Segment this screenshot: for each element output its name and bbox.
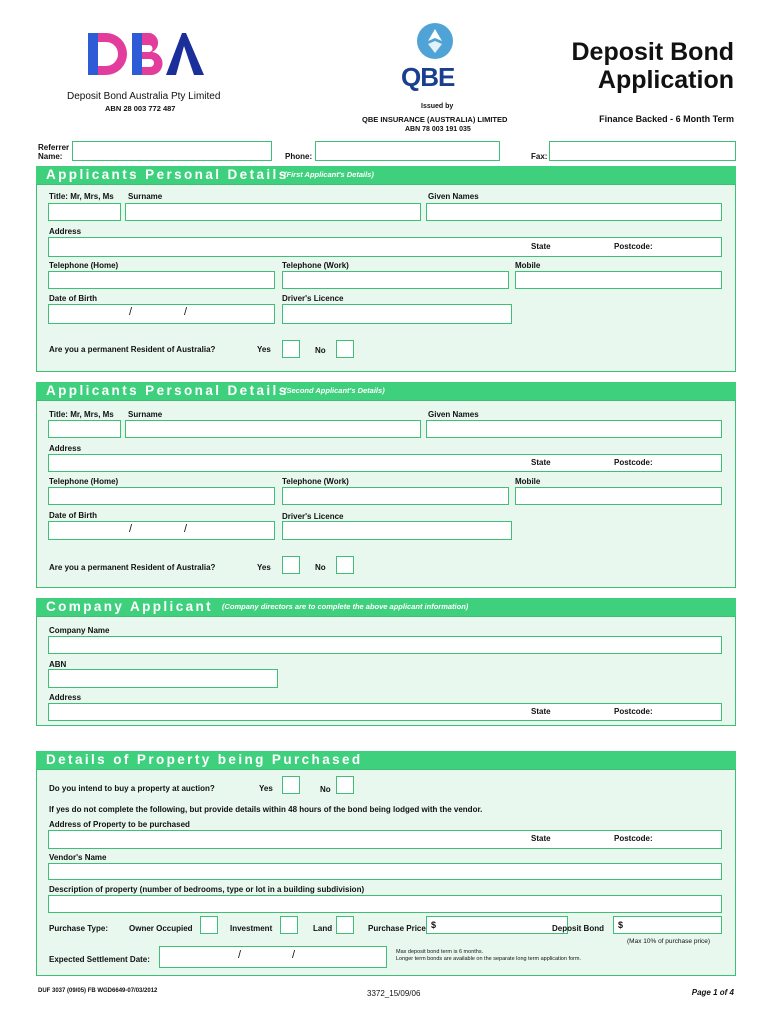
- surname-input[interactable]: [125, 203, 421, 221]
- resident-no-label: No: [315, 346, 326, 355]
- referrer-phone-input[interactable]: [315, 141, 500, 161]
- purchase-type-label: Purchase Type:: [49, 924, 108, 933]
- licence-label: Driver's Licence: [282, 294, 344, 303]
- company-band: [36, 598, 736, 616]
- licence-input[interactable]: [282, 304, 512, 324]
- company-abn-input[interactable]: [48, 669, 278, 688]
- page-title-line1: Deposit Bond: [571, 38, 734, 66]
- resident-question: Are you a permanent Resident of Australia?: [49, 563, 216, 572]
- fax-label: Fax:: [531, 152, 548, 161]
- settlement-sep-2: /: [292, 949, 296, 961]
- settlement-label: Expected Settlement Date:: [49, 955, 150, 964]
- term-note-2: Longer term bonds are available on the separate long term application form.: [396, 956, 581, 962]
- property-postcode-label: Postcode:: [614, 834, 653, 843]
- investment-label: Investment: [230, 924, 273, 933]
- title-label: Title: Mr, Mrs, Ms: [49, 410, 114, 419]
- deposit-bond-currency: $: [618, 920, 624, 930]
- surname-label: Surname: [128, 410, 163, 419]
- licence-label: Driver's Licence: [282, 512, 344, 521]
- applicant1-heading: Applicants Personal Details: [46, 167, 289, 182]
- phone-label: Phone:: [285, 152, 313, 161]
- title-input[interactable]: [48, 420, 121, 438]
- licence-input[interactable]: [282, 521, 512, 540]
- dba-logo: [86, 28, 211, 80]
- dob-label: Date of Birth: [49, 511, 97, 520]
- company-abn: ABN 28 003 772 487: [105, 104, 176, 113]
- tel-work-input[interactable]: [282, 271, 509, 289]
- term-note-1: Max deposit bond term is 6 months.: [396, 949, 484, 955]
- auction-yes-checkbox[interactable]: [282, 776, 300, 794]
- tel-home-label: Telephone (Home): [49, 477, 119, 486]
- purchase-price-input[interactable]: [426, 916, 568, 934]
- given-names-label: Given Names: [428, 192, 479, 201]
- max-note: (Max 10% of purchase price): [627, 938, 711, 945]
- dob-input[interactable]: [48, 304, 275, 324]
- tel-work-input[interactable]: [282, 487, 509, 505]
- company-panel: [36, 616, 736, 726]
- resident-yes-checkbox[interactable]: [282, 556, 300, 574]
- property-band: [36, 751, 736, 769]
- resident-question: Are you a permanent Resident of Australia?: [49, 345, 216, 354]
- applicant2-panel: [36, 400, 736, 588]
- land-label: Land: [313, 924, 333, 933]
- address-label: Address: [49, 227, 82, 236]
- applicant1-subheading: (First Applicant's Details): [284, 170, 374, 179]
- insurer-abn: ABN 78 003 191 035: [405, 126, 471, 133]
- owner-occupied-checkbox[interactable]: [200, 916, 218, 934]
- dob-sep-2: /: [184, 306, 188, 318]
- auction-no-label: No: [320, 785, 331, 794]
- tel-home-input[interactable]: [48, 271, 275, 289]
- applicant1-band: [36, 166, 736, 184]
- resident-no-checkbox[interactable]: [336, 340, 354, 358]
- form-code: DUF 3037 (09/05) FB WGD6649-07/03/2012: [38, 988, 158, 994]
- title-label: Title: Mr, Mrs, Ms: [49, 192, 114, 201]
- issued-by: Issued by: [421, 103, 454, 110]
- resident-yes-label: Yes: [257, 563, 271, 572]
- company-state-label: State: [531, 707, 551, 716]
- auction-note: If yes do not complete the following, but provide details within 48 hours of the bond being lodged with the vendor.: [49, 805, 483, 814]
- property-panel: [36, 769, 736, 976]
- mobile-label: Mobile: [515, 261, 541, 270]
- dba-logo-graphic: [86, 28, 211, 80]
- description-input[interactable]: [48, 895, 722, 913]
- given-names-input[interactable]: [426, 203, 722, 221]
- resident-yes-label: Yes: [257, 345, 271, 354]
- page-subtitle: Finance Backed - 6 Month Term: [599, 114, 734, 124]
- company-subheading: (Company directors are to complete the above applicant information): [222, 602, 469, 611]
- doc-ref: 3372_15/09/06: [367, 989, 421, 998]
- mobile-input[interactable]: [515, 271, 722, 289]
- vendor-input[interactable]: [48, 863, 722, 880]
- company-name-input[interactable]: [48, 636, 722, 654]
- referrer-label-1: Referrer: [38, 143, 70, 152]
- page-number: Page 1 of 4: [691, 988, 734, 997]
- dob-sep-1: /: [129, 306, 133, 318]
- purchase-price-label: Purchase Price: [368, 924, 426, 933]
- resident-yes-checkbox[interactable]: [282, 340, 300, 358]
- company-heading: Company Applicant: [46, 599, 214, 614]
- surname-label: Surname: [128, 192, 163, 201]
- mobile-label: Mobile: [515, 477, 541, 486]
- owner-occupied-label: Owner Occupied: [129, 924, 193, 933]
- state-label: State: [531, 242, 551, 251]
- postcode-label: Postcode:: [614, 458, 653, 467]
- property-state-label: State: [531, 834, 551, 843]
- address-label: Address: [49, 444, 82, 453]
- company-address-label: Address: [49, 693, 82, 702]
- dob-sep-2: /: [184, 523, 188, 535]
- deposit-bond-label: Deposit Bond: [552, 924, 604, 933]
- referrer-label-2: Name:: [38, 152, 63, 161]
- qbe-logo-text: QBE: [401, 62, 455, 92]
- auction-question: Do you intend to buy a property at auction?: [49, 784, 215, 793]
- auction-no-checkbox[interactable]: [336, 776, 354, 794]
- applicant2-heading: Applicants Personal Details: [46, 383, 289, 398]
- referrer-fax-input[interactable]: [549, 141, 736, 161]
- dob-label: Date of Birth: [49, 294, 97, 303]
- property-heading: Details of Property being Purchased: [46, 752, 363, 767]
- qbe-logo-icon: [416, 22, 454, 60]
- tel-home-label: Telephone (Home): [49, 261, 119, 270]
- land-checkbox[interactable]: [336, 916, 354, 934]
- referrer-name-input[interactable]: [72, 141, 272, 161]
- resident-no-label: No: [315, 563, 326, 572]
- vendor-label: Vendor's Name: [49, 853, 107, 862]
- company-name: Deposit Bond Australia Pty Limited: [67, 91, 221, 102]
- dob-sep-1: /: [129, 523, 133, 535]
- given-names-input[interactable]: [426, 420, 722, 438]
- surname-input[interactable]: [125, 420, 421, 438]
- state-label: State: [531, 458, 551, 467]
- deposit-bond-input[interactable]: [613, 916, 722, 934]
- dob-input[interactable]: [48, 521, 275, 540]
- resident-no-checkbox[interactable]: [336, 556, 354, 574]
- applicant2-band: [36, 382, 736, 400]
- tel-home-input[interactable]: [48, 487, 275, 505]
- applicant2-subheading: (Second Applicant's Details): [284, 386, 385, 395]
- settlement-date-input[interactable]: [159, 946, 387, 968]
- page-title-line2: Application: [597, 66, 734, 94]
- postcode-label: Postcode:: [614, 242, 653, 251]
- tel-work-label: Telephone (Work): [282, 477, 349, 486]
- settlement-sep-1: /: [238, 949, 242, 961]
- auction-yes-label: Yes: [259, 784, 273, 793]
- company-postcode-label: Postcode:: [614, 707, 653, 716]
- title-input[interactable]: [48, 203, 121, 221]
- tel-work-label: Telephone (Work): [282, 261, 349, 270]
- given-names-label: Given Names: [428, 410, 479, 419]
- investment-checkbox[interactable]: [280, 916, 298, 934]
- insurer-name: QBE INSURANCE (AUSTRALIA) LIMITED: [362, 115, 508, 124]
- description-label: Description of property (number of bedrooms, type or lot in a building subdivision): [49, 885, 365, 894]
- applicant1-panel: [36, 184, 736, 372]
- mobile-input[interactable]: [515, 487, 722, 505]
- property-address-label: Address of Property to be purchased: [49, 820, 190, 829]
- company-abn-label: ABN: [49, 660, 67, 669]
- purchase-price-currency: $: [431, 920, 437, 930]
- company-name-label: Company Name: [49, 626, 110, 635]
